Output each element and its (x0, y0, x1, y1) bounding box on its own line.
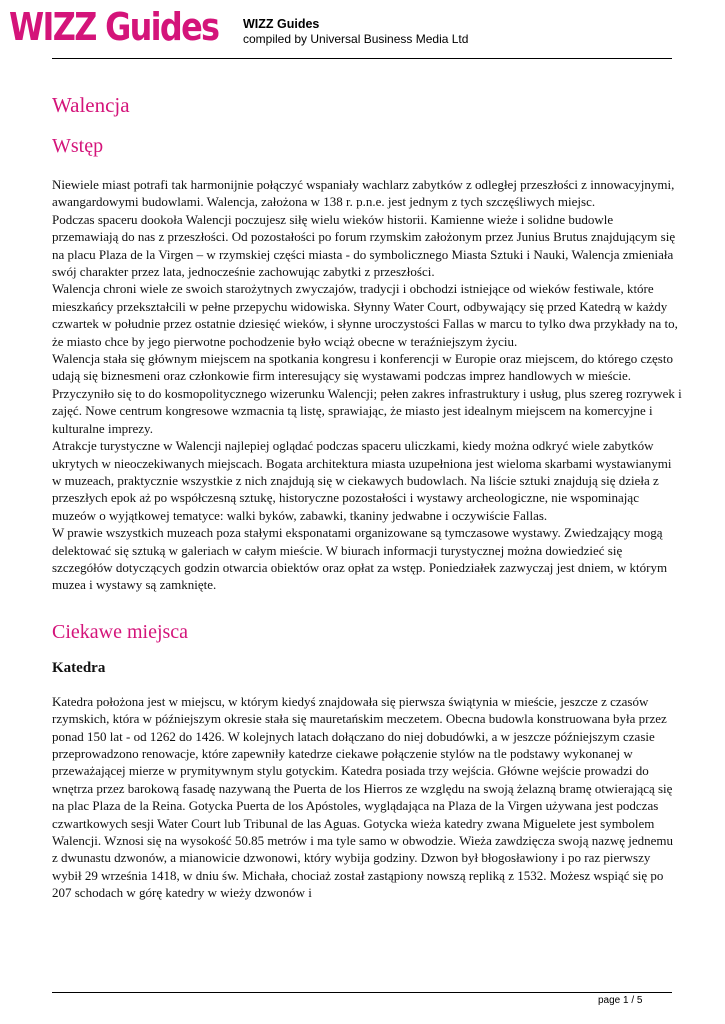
logo-text: WIZZ Guides (9, 5, 219, 49)
section-heading-ciekawe-miejsca: Ciekawe miejsca (52, 620, 189, 643)
document-body (52, 90, 682, 902)
page-number: page 1 / 5 (598, 995, 643, 1006)
subsection-heading-katedra: Katedra (52, 659, 106, 676)
page-title: Walencja (52, 93, 130, 117)
page-header (0, 0, 725, 70)
wizz-guides-logo (9, 4, 218, 50)
paragraph: W prawie wszystkich muzeach poza stałymi eksponatami organizowane są tymczasowe wystawy. Zwiedzający mogą delektować się sztuką w galeriach w całym mieście. W biurach informacji turystycznej można dowiedzieć się szczegółów dotyczących godzin otwarcia obiektów oraz opłat za wstęp. Poniedziałek zazwyczaj jest dniem, w którym muzea i wystawy są zamknięte. (52, 525, 668, 593)
paragraph: Walencja stała się głównym miejscem na spotkania kongresu i konferencji w Europie oraz miejscem, do którego często udają się biznesmeni oraz członkowie firm interesujący się wystawami podczas imprez handlowych w mieście. Przyczyniło się to do kosmopolitycznego wizerunku Walencji; pełen zakres infrastruktury i usług, plus szereg rozrywek i zajęć. Nowe centrum kongresowe wzmacnia tą listę, sprawiając, że miasto jest idealnym miejscem na komercyjne i kulturalne imprezy. (52, 351, 682, 436)
paragraph: Podczas spaceru dookoła Walencji poczujesz siłę wielu wieków historii. Kamienne wieże i solidne budowle przemawiają do nas z przeszłości. Od pozostałości po forum rzymskim założonym przez Junius Brutus znajdującym się na placu Plaza de la Virgen – w rzymskiej części miasta - do symbolicznego Miasta Sztuki i Nauki, Walencja zmieniała swój charakter przez lata, jednocześnie zachowując zabytki z przeszłości. (52, 211, 676, 280)
header-divider (52, 58, 672, 59)
paragraph: Walencja chroni wiele ze swoich starożytnych zwyczajów, tradycji i obchodzi istniejące od wieków festiwale, które mieszkańcy przekształcili w pełne przepychu widowiska. Słynny Water Court, odbywający się przed Katedrą w każdy czwartek w południe przez ostatnie dziesięć wieków, i słynne uroczystości Fallas w marcu to tylko dwa przykłady na to, że miasto chce by jego pierwotne pochodzenie było wciąż obecne w teraźniejszym życiu. (52, 281, 678, 349)
katedra-paragraph: Katedra położona jest w miejscu, w którym kiedyś znajdowała się pierwsza świątynia w mieście, jeszcze z czasów rzymskich, która w późniejszym okresie stała się mauretańskim meczetem. Obecna budowla konstruowana była przez ponad 150 lat - od 1262 do 1426. W kolejnych latach dołączano do niej dobudówki, a w jeszcze późniejszym czasie przeprowadzono renowacje, które zapewniły katedrze ciekawe połączenie stylów na tle podstawy wykonanej w przeważającej mierze w prymitywnym stylu gotyckim. Katedra posiada trzy wejścia. Główne wejście prowadzi do wnętrza przez barokową fasadę nazywaną the Puerta de los Hierros ze względu na swoją żelazną bramę otwierającą się na plac Plaza de la Reina. Gotycka Puerta de los Apóstoles, wyglądająca na Plaza de la Virgen używana jest podczas czwartkowych sesji Water Court lub Tribunal de las Aguas. Gotycka wieża katedry zwana Miguelete jest symbolem Walencji. Wznosi się na wysokość 50.85 metrów i ma tyle samo w obwodzie. Wieża zawdzięcza swoją nazwę jednemu z dwunastu dzwonów, a mianowicie dzwonowi, który wybija godziny. Dzwon był błogosławiony i po raz pierwszy wybił 29 września 1418, w dniu św. Michała, chociaż został zastąpiony nowszą repliką z 1532. Możesz wspiąć się po 207 schodach w górę katedry w wieży dzwonów i (52, 693, 674, 901)
header-text (243, 17, 468, 47)
footer-divider (52, 992, 672, 993)
section-heading-wstep: Wstęp (52, 135, 104, 157)
paragraph: Atrakcje turystyczne w Walencji najlepiej oglądać podczas spaceru uliczkami, kiedy można odkryć wiele zabytków ukrytych w nieoczekiwanych miejscach. Bogata architektura miasta uzupełniona jest wieloma skarbami wystawianymi w muzeach, praktycznie wszystkie z nich znajdują się w ciekawych budowlach. Na liście sztuki znajdują się dzieła z przeszłych epok aż po współczesną sztukę, historyczne pozostałości i wystawy archeologiczne, nie wspominając muzeów o wyjątkowej tematyce: walki byków, zabawki, tkaniny jedwabne i oczywiście Fallas. (52, 438, 672, 523)
intro-text (52, 176, 682, 594)
header-title: WIZZ Guides (243, 17, 320, 31)
header-subtitle: compiled by Universal Business Media Ltd (243, 32, 469, 46)
paragraph: Niewiele miast potrafi tak harmonijnie połączyć wspaniały wachlarz zabytków z odległej przeszłości z innowacyjnymi, awangardowymi budowlami. Walencja, założona w 138 r. p.n.e. jest jednym z tych szczęśliwych miejsc. (52, 177, 675, 210)
